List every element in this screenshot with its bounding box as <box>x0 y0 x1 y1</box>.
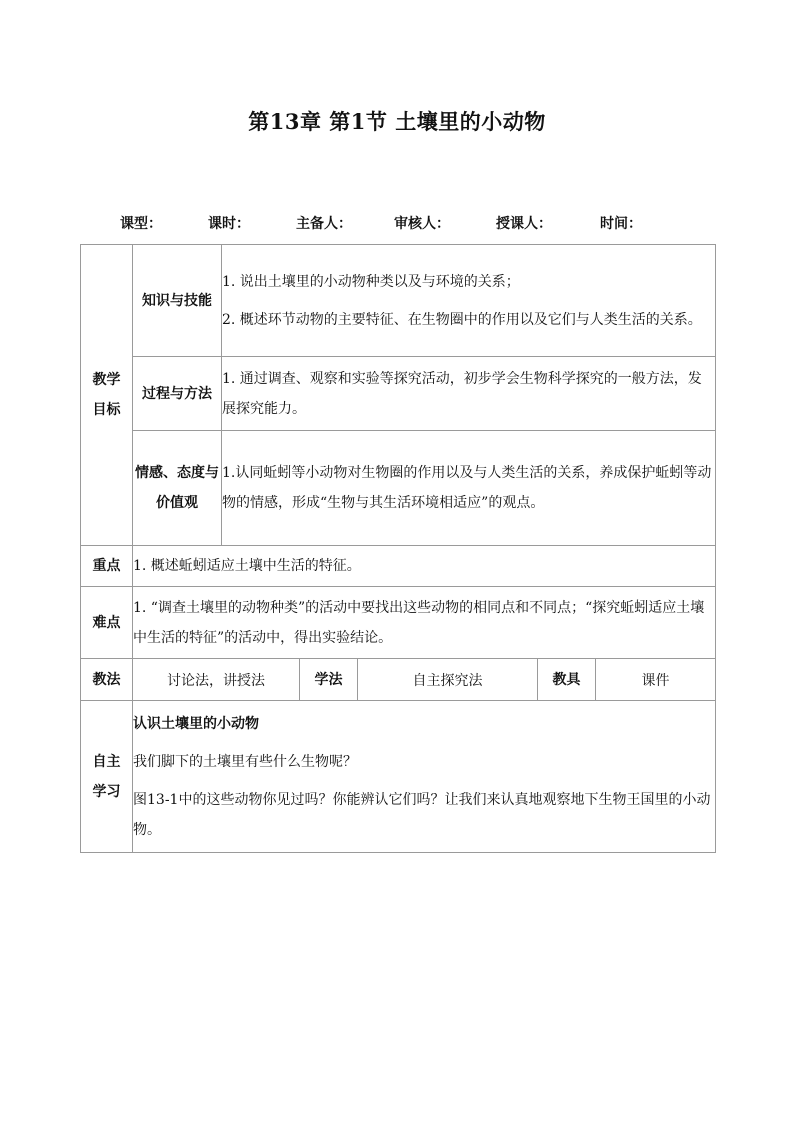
row-emotion <box>81 431 716 546</box>
meta-reviewer: 审核人： <box>394 216 450 232</box>
process-label: 过程与方法 <box>133 357 222 431</box>
knowledge-content <box>222 245 716 357</box>
meta-preparer: 主备人： <box>296 216 352 232</box>
knowledge-label: 知识与技能 <box>133 245 222 357</box>
learning-method-value: 自主探究法 <box>358 659 538 701</box>
key-point-label: 重点 <box>81 546 133 587</box>
meta-time: 时间： <box>600 216 642 232</box>
row-methods <box>81 659 716 701</box>
objectives-label: 教学目标 <box>81 245 133 546</box>
teaching-method-value: 讨论法，讲授法 <box>133 659 300 701</box>
row-self-study <box>81 701 716 853</box>
self-study-label: 自主学习 <box>81 701 133 853</box>
row-process <box>81 357 716 431</box>
self-study-text: 图13-1中的这些动物你见过吗？你能辨认它们吗？让我们来认真地观察地下生物王国里的小动物。 <box>133 791 711 838</box>
knowledge-item-1: 1. 说出土壤里的小动物种类以及与环境的关系； <box>222 273 520 290</box>
knowledge-item-2: 2. 概述环节动物的主要特征、在生物圈中的作用以及它们与人类生活的关系。 <box>222 311 702 328</box>
teaching-method-label: 教法 <box>81 659 133 701</box>
row-key-point <box>81 546 716 587</box>
emotion-label: 情感、态度与价值观 <box>133 431 222 546</box>
lesson-plan-table <box>80 244 716 853</box>
row-difficulty <box>81 587 716 659</box>
emotion-content: 1.认同蚯蚓等小动物对生物圈的作用以及与人类生活的关系，养成保护蚯蚓等动物的情感，形成“生物与其生活环境相适应”的观点。 <box>222 431 716 546</box>
key-point-content: 1. 概述蚯蚓适应土壤中生活的特征。 <box>133 546 716 587</box>
teaching-tools-value: 课件 <box>596 659 716 701</box>
page-title: 第13章 第1节 土壤里的小动物 <box>248 109 546 134</box>
row-knowledge <box>81 245 716 357</box>
meta-teacher: 授课人： <box>496 216 552 232</box>
self-study-content <box>133 701 716 853</box>
teaching-tools-label: 教具 <box>538 659 596 701</box>
self-study-heading: 认识土壤里的小动物 <box>133 715 259 732</box>
meta-class-hour: 课时： <box>208 216 250 232</box>
process-content: 1. 通过调查、观察和实验等探究活动，初步学会生物科学探究的一般方法，发展探究能力。 <box>222 357 716 431</box>
learning-method-label: 学法 <box>300 659 358 701</box>
meta-course-type: 课型： <box>120 216 162 232</box>
difficulty-label: 难点 <box>81 587 133 659</box>
difficulty-content: 1. “调查土壤里的动物种类”的活动中要找出这些动物的相同点和不同点；“探究蚯蚓适应土壤中生活的特征”的活动中，得出实验结论。 <box>133 587 716 659</box>
self-study-question: 我们脚下的土壤里有些什么生物呢？ <box>133 753 357 770</box>
